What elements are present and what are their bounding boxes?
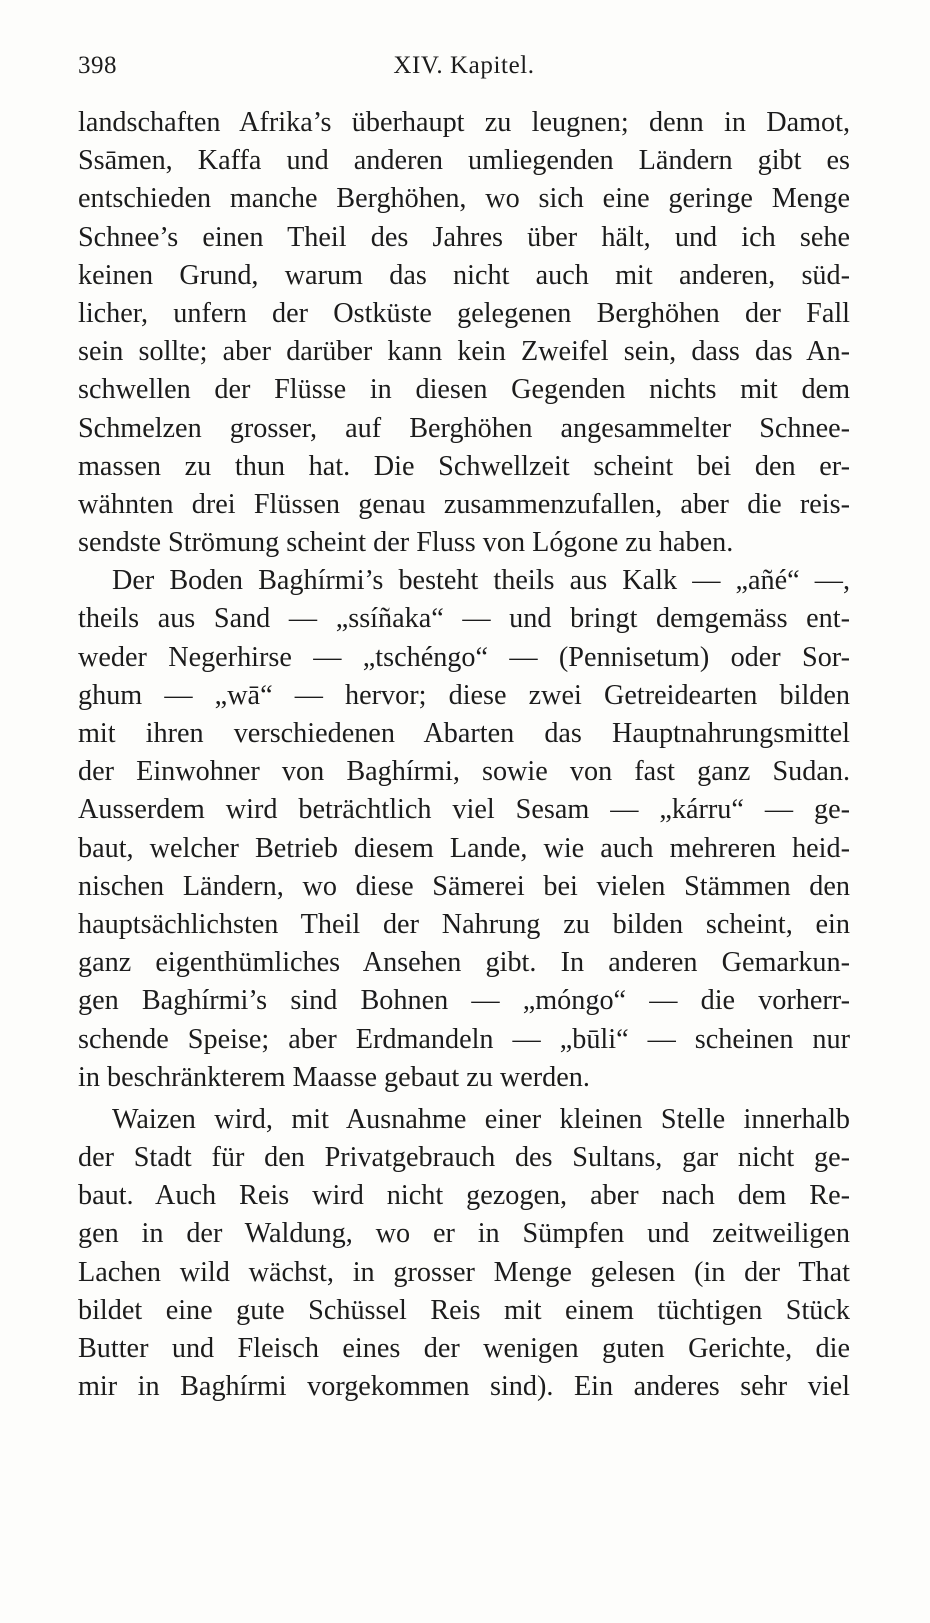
paragraph-2 [78, 562, 850, 1097]
text-line: bildet eine gute Schüssel Reis mit einem tüchtigen Stück [78, 1294, 850, 1326]
page-header [78, 44, 850, 84]
running-head: XIV. Kapitel. [393, 52, 535, 79]
text-line: weder Negerhirse — „tschéngo“ — (Pennisetum) oder Sor- [78, 641, 850, 673]
text-line: mit ihren verschiedenen Abarten das Hauptnahrungsmittel [78, 718, 850, 749]
text-line: ghum — „wā“ — hervor; diese zwei Getreidearten bilden [78, 679, 850, 711]
text-line: entschieden manche Berghöhen, wo sich eine geringe Menge [78, 183, 850, 215]
text-line: sein sollte; aber darüber kann kein Zweifel sein, dass das An- [78, 336, 850, 368]
text-line: theils aus Sand — „ssíñaka“ — und bringt demgemäss ent- [78, 603, 850, 635]
text-line: Lachen wild wächst, in grosser Menge gelesen (in der That [78, 1256, 850, 1288]
text-line: Schmelzen grosser, auf Berghöhen angesammelter Schnee- [78, 412, 850, 444]
text-line: Der Boden Baghírmi’s besteht theils aus Kalk — „añé“ —, [112, 565, 850, 597]
text-line: der Einwohner von Baghírmi, sowie von fast ganz Sudan. [78, 756, 850, 788]
text-line: ganz eigenthümliches Ansehen gibt. In anderen Gemarkun- [78, 947, 850, 979]
text-line: gen in der Waldung, wo er in Sümpfen und zeitweiligen [78, 1218, 850, 1250]
text-line: baut. Auch Reis wird nicht gezogen, aber nach dem Re- [78, 1180, 850, 1212]
text-line: schende Speise; aber Erdmandeln — „būli“ — scheinen nur [78, 1023, 850, 1055]
paragraph-1 [78, 104, 850, 562]
paragraph-3 [78, 1101, 850, 1407]
text-line: licher, unfern der Ostküste gelegenen Berghöhen der Fall [78, 297, 850, 329]
text-line: massen zu thun hat. Die Schwellzeit scheint bei den er- [78, 450, 850, 482]
text-line: der Stadt für den Privatgebrauch des Sultans, gar nicht ge- [78, 1142, 850, 1174]
text-line: keinen Grund, warum das nicht auch mit anderen, süd- [78, 259, 850, 291]
text-line: Butter und Fleisch eines der wenigen guten Gerichte, die [78, 1333, 850, 1364]
text-line: Ausserdem wird beträchtlich viel Sesam — „kárru“ — ge- [78, 794, 850, 826]
text-line: Ssāmen, Kaffa und anderen umliegenden Ländern gibt es [78, 145, 850, 177]
text-line: nischen Ländern, wo diese Sämerei bei vielen Stämmen den [78, 870, 850, 902]
text-line: wähnten drei Flüssen genau zusammenzufallen, aber die reis- [78, 488, 850, 520]
text-line: Waizen wird, mit Ausnahme einer kleinen Stelle innerhalb [112, 1103, 850, 1135]
text-line: gen Baghírmi’s sind Bohnen — „móngo“ — die vorherr- [78, 985, 850, 1017]
text-line: mir in Baghírmi vorgekommen sind). Ein anderes sehr viel [78, 1371, 850, 1403]
text-line: baut, welcher Betrieb diesem Lande, wie auch mehreren heid- [78, 832, 850, 864]
page-number: 398 [78, 52, 117, 79]
text-line: sendste Strömung scheint der Fluss von Lógone zu haben. [78, 527, 734, 559]
text-line: in beschränkterem Maasse gebaut zu werden. [78, 1061, 590, 1093]
text-line: schwellen der Flüsse in diesen Gegenden nichts mit dem [78, 374, 850, 406]
text-line: Schnee’s einen Theil des Jahres über hält, und ich sehe [78, 221, 850, 253]
text-line: landschaften Afrika’s überhaupt zu leugnen; denn in Damot, [78, 107, 850, 138]
text-line: hauptsächlichsten Theil der Nahrung zu bilden scheint, ein [78, 908, 850, 940]
body-text [78, 104, 850, 1406]
